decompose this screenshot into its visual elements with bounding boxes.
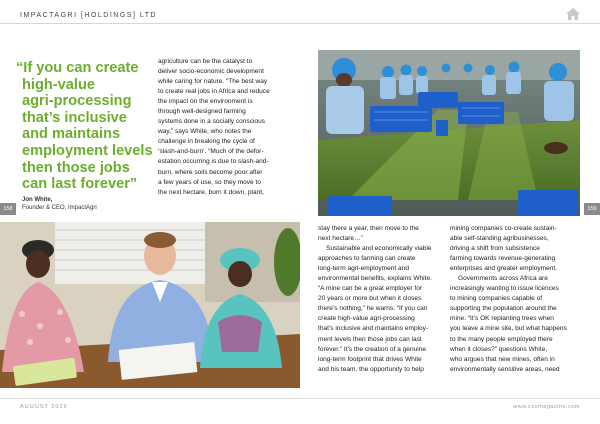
text-line: agriculture can be the catalyst to [158,58,253,65]
article-column-2 [318,224,432,375]
text-line: “A mine can be a great employer for [318,285,423,293]
text-line: who argues that new mines, often in [450,355,555,363]
text-line: create high-value agri-processing [318,315,415,323]
author-role: Founder & CEO, ImpactAgri [22,205,97,211]
pull-quote-line: then those jobs [22,159,130,176]
text-line: to the many people employed there [450,335,553,343]
text-line: mining companies co-create sustain- [450,225,557,232]
photo-team-meeting [0,222,300,388]
text-line: long-term agri-employment and [318,265,409,273]
article-column-3 [450,224,567,375]
company-name: IMPACTAGRI [HOLDINGS] LTD [20,12,158,19]
author-name: Jon White, [22,197,53,203]
article-column-1 [158,57,270,198]
text-line: challenge in breaking the cycle of [158,138,255,146]
text-line: to mining companies capable of [450,295,543,303]
header-divider [0,23,600,24]
text-line: the next hectare, burn it down, plant, [158,188,264,196]
text-line: enterprises and greater employment. [450,265,557,273]
text-line: estation occurring is due to slash-and- [158,158,269,166]
text-line: ‘slash-and-burn’. “Much of the defor- [158,148,264,156]
text-line: environmental benefits, explains White. [318,275,432,283]
text-line: forever.” It’s the creation of a genuine [318,345,426,353]
text-line: supporting the population around the [450,305,557,313]
pull-quote-line: that’s inclusive [22,109,127,126]
footer-website[interactable]: www.cxomagazine.com [513,404,580,410]
page-number-left: 158 [0,203,16,215]
pull-quote-line: high-value [22,76,95,93]
text-line: ment levels then those jobs can last [318,335,422,343]
text-line: while caring for nature. “The best way [158,78,268,86]
text-line: systems done in a socially conscious [158,118,265,126]
text-line: when it closes?” questions White, [450,345,548,353]
page-number-right: 159 [584,203,600,215]
text-line: stay there a year, then move to the [318,225,419,232]
text-line: there’s nothing,” he warns. “If you can [318,305,428,313]
text-line: mine. “It’s OK replanting trees when [450,315,554,323]
text-line: deliver socio-economic development [158,68,264,76]
pull-quote-line: can last forever” [22,176,138,193]
text-line: able self-standing agribusinesses, [450,235,549,243]
pull-quote-line: employment levels [22,142,153,159]
footer-divider [0,398,600,399]
text-line: long-term footprint that drives White [318,355,422,363]
photo-processing-workers [318,50,580,216]
home-icon[interactable] [565,7,581,21]
text-line: approaches to farming can create [318,255,416,263]
footer-issue-date: AUGUST 2019 [20,404,68,410]
text-line: Governments across Africa are [458,275,548,283]
text-line: environmentally sensitive areas, need [450,365,560,373]
text-line: way,” says White, who notes the [158,128,252,136]
pull-quote [16,60,153,193]
pull-quote-line: agri-processing [22,93,132,110]
pull-quote-line: and maintains [22,126,121,143]
text-line: the impact on the environment is [158,98,253,106]
text-line: and his team, the opportunity to help [318,365,424,373]
text-line: 20 years or more but when it closes [318,295,422,303]
text-line: driving a shift from subsistence [450,245,540,253]
text-line: burn, where soils become poor after [158,168,263,176]
quote-attribution [22,196,97,212]
text-line: you leave a mine site, but what happens [450,325,567,333]
text-line: to create real jobs in Africa and reduce [158,88,270,96]
text-line: increasingly wanting to issue licences [450,285,559,293]
text-line: next hectare…” [318,235,363,243]
pull-quote-line: “If you can create [16,60,139,76]
text-line: through well-designed farming [158,108,246,116]
text-line: farming towards revenue-generating [450,255,556,263]
text-line: that’s inclusive and maintains employ- [318,325,429,333]
text-line: Sustainable and economically viable [326,245,432,253]
text-line: a few years of use, so they move to [158,178,261,186]
